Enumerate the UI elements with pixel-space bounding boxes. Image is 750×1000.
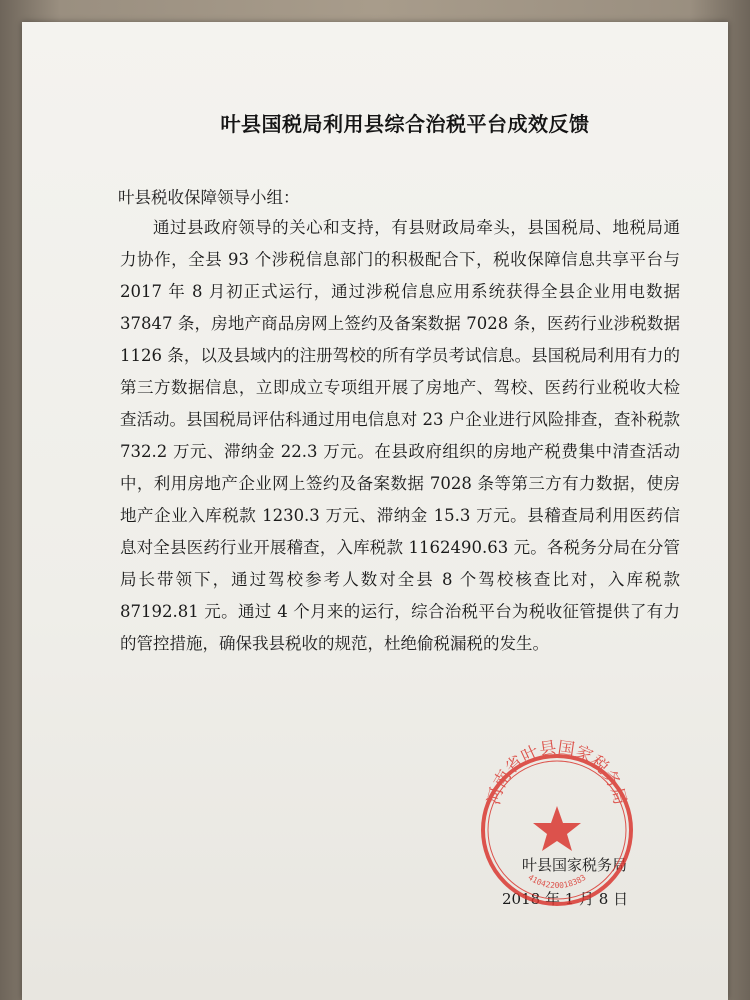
seal-serial: 4104220018383 <box>526 872 588 891</box>
seal-star-icon <box>533 806 581 851</box>
official-seal <box>472 710 642 950</box>
salutation: 叶县税收保障领导小组： <box>118 188 300 207</box>
document-page <box>22 22 728 1000</box>
document-title: 叶县国税局利用县综合治税平台成效反馈 <box>220 112 590 136</box>
sender-signature: 叶县国家税务局 <box>522 856 628 874</box>
document-date: 2018 年 1 月 8 日 <box>502 890 629 908</box>
body-paragraph: 通过县政府领导的关心和支持，有县财政局牵头，县国税局、地税局通力协作，全县 93 个涉税信息部门的积极配合下，税收保障信息共享平台与 2017 年 8 月初正式运行，通过涉税信息应用系统获得全县企业用电数据 37847 条，房地产商品房网上签约及备案数据 7028 条，医药行业涉税数据 1126 条，以及县域内的注册驾校的所有学员考试信息。县国税局利用有力的第三方数据信息，立即成立专项组开展了房地产、驾校、医药行业税收大检查活动。县国税局评估科通过用电信息对 23 户企业进行风险排查，查补税款 732.2 万元、滞纳金 22.3 万元。在县政府组织的房地产税费集中清查活动中，利用房地产企业网上签约及备案数据 7028 条等第三方有力数据，使房地产企业入库税款 1230.3 万元、滞纳金 15.3 万元。县稽查局利用医药信息对全县医药行业开展稽查，入库税款 1162490.63 元。各税务分局在分管局长带领下，通过驾校参考人数对全县 8 个驾校核查比对，入库税款 87192.81 元。通过 4 个月来的运行，综合治税平台为税收征管提供了有力的管控措施，确保我县税收的规范，杜绝偷税漏税的发生。 <box>120 218 680 653</box>
seal-text: 河南省叶县国家税务局 <box>484 738 630 807</box>
